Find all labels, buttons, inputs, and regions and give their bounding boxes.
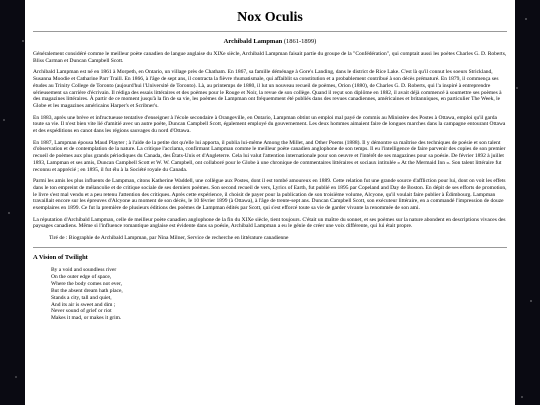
- poem-line: Makes it mad, or makes it grim.: [51, 315, 122, 322]
- bio-paragraph-6: La réputation d'Archibald Lampman, celle de meilleur poète canadien anglophone de la fin du XIXe siècle, tient toujours. C'était un maître du sonnet, et ses poèmes sur la nature abondent en descriptions vivaces des paysages canadiens. Même si l'influence romantique anglaise est évidente dans sa poésie, Archibald Lampman a eu le génie de créer une voix différente, qui lui était propre.: [33, 216, 506, 230]
- author-dates: (1861-1899): [283, 38, 317, 45]
- poem-line: Where the body comes not ever,: [51, 280, 122, 287]
- poem-title: A Vision of Twilight: [33, 254, 88, 262]
- poem-line: On the outer edge of space,: [51, 274, 112, 281]
- poem-line: And its air is sweet and dim ;: [51, 301, 116, 308]
- bio-paragraph-1: Généralement considéré comme le meilleur poète canadien de langue anglaise du XIXe siècle, Archibald Lampman faisait partie du groupe de la "Confédération", qui comptait aussi les poètes Charles G. D. Roberts, Bliss Carman et Duncan Campbell Scott.: [33, 51, 507, 64]
- poem-line: By a void and soundless river: [51, 267, 117, 274]
- bio-paragraph-3: En 1883, après une brève et infructueuse tentative d'enseigner à l'école secondaire à Orangeville, en Ontario, Lampman obtint un emploi mal payé de commis au Ministère des Postes à Ottawa, emploi qu'il garda toute sa vie. Il n'est bien vite lié d'amitié avec un autre poète, Duncan Campbell Scott, également employé du gouvernement. Les deux hommes aimaient faire de longues marches dans la campagne entourant Ottawa et des expéditions en canot dans les régions sauvages du nord d'Ottawa.: [33, 114, 506, 135]
- bio-paragraph-2: Archibald Lampman est né en 1861 à Morpeth, en Ontario, un village près de Chatham. En 1867, sa famille déménage à Gore's Landing, dans le district de Rice Lake. C'est là qu'il connut les soeurs Strickland, Susanna Moodie et Catharine Parr Traill. En 1866, à l'âge de sept ans, il contracta la fièvre rhumatismale, qui affaiblit sa constitution et a probablement contribué à son décès prématuré. En 1879, il commença ses études au Trinity College de Toronto (aujourd'hui l'Université de Toronto). Là, au printemps de 1880, il lut un nouveau recueil de poèmes, Orion (1880), de Charles G. D. Roberts, qui l'a inspiré à entreprendre sérieusement sa carrière d'écrivain. Il rédiga des essais littéraires et des poèmes pour le Rouge et Noir, la revue de son collège. Quand il reçut son diplôme en 1882, il avait déjà commencé à soumettre ses poèmes à des magazines littéraires. À partir de ce moment jusqu'à la fin de sa vie, les poèmes de Lampman ont fréquemment été publiés dans des revues canadiennes, américaines et britanniques, en particulier The Week, le Globe et les magazines américains Harper's et Scribner's.: [33, 69, 502, 109]
- poem-line: Stands a city, tall and quiet,: [51, 294, 112, 301]
- section-divider: [33, 247, 507, 248]
- poem-line: But the absent dream hath place,: [51, 287, 123, 294]
- bio-paragraph-4: En 1887, Lampman épousa Maud Playter ; à l'aide de la petite dot qu'elle lui apporta, il publia lui-même Among the Millet, and Other Poems (1888). Il y démontre sa maîtrise des techniques de poésie et son talent d'observation et de contemplation de la nature. La critique l'acclama, confirmant Lampman comme le meilleur poète canadien anglophone de son temps. Il eu l'intelligence de faire parvenir des copies de son premier recueil de poèmes aux plus grands périodiques du Canada, des États-Unis et d'Angleterre. Cela lui valut l'attention internationale pour son oeuvre et l'intérêt de ses magazines pour sa poésie. De février 1892 à juillet 1893, Lampman et ses amis, Duncan Campbell Scott et W. W. Campbell, ont collaboré pour le Globe à une chronique de commentaires littéraires et sociaux intitulée « At the Mermaid Inn ». Son talent littéraire fut reconnu et apprécié ; en 1895, il fut élu à la Société royale du Canada.: [33, 139, 506, 173]
- poem-line: Never sound of grief or riot: [51, 308, 112, 315]
- page-title: Nox Oculis: [237, 10, 303, 25]
- poem-body: [51, 267, 507, 322]
- source-credit: Tiré de : Biographie de Archibald Lampman, par Nina Milner, Service de recherche en littérature canadienne: [49, 235, 289, 242]
- author-name: Archibald Lampman: [223, 38, 283, 45]
- bio-paragraph-5: Parmi les amis les plus influents de Lampman, citons Katherine Waddell, une collègue aux Postes, dont il est tombé amoureux en 1889. Cette relation fut une grande source d'affliction pour lui, dont on voit les effets dans le ton empreint de mélancolie et de critique sociale de ses derniers poèmes. Son second recueil de vers, Lyrics of Earth, fut publié en 1895 par Copeland and Day de Boston. En dépit de ses efforts de promotion, le livre s'est mal vendu et a peu retenu l'attention des critiques. Après cette expérience, il choisit de payer pour la publication de son troisième volume, Alcyone, qu'il voulait faire publier à Édimbourg. Lampman travaillait encore sur les épreuves d'Alcyone au moment de son décès, le 10 février 1899 (à Ottawa), à l'âge de trente-sept ans. Duncan Campbell Scott, son exécuteur littéraire, en a commandé l'impression de douze exemplaires en 1899. Ce fut la première de plusieurs éditions des poèmes de Lampman édités par Scott, qui s'est efforcé toute sa vie de garder vivante la renommée de son ami.: [33, 178, 507, 212]
- title-divider: [33, 31, 507, 32]
- page-content: [25, 0, 515, 405]
- author-heading: [33, 38, 507, 45]
